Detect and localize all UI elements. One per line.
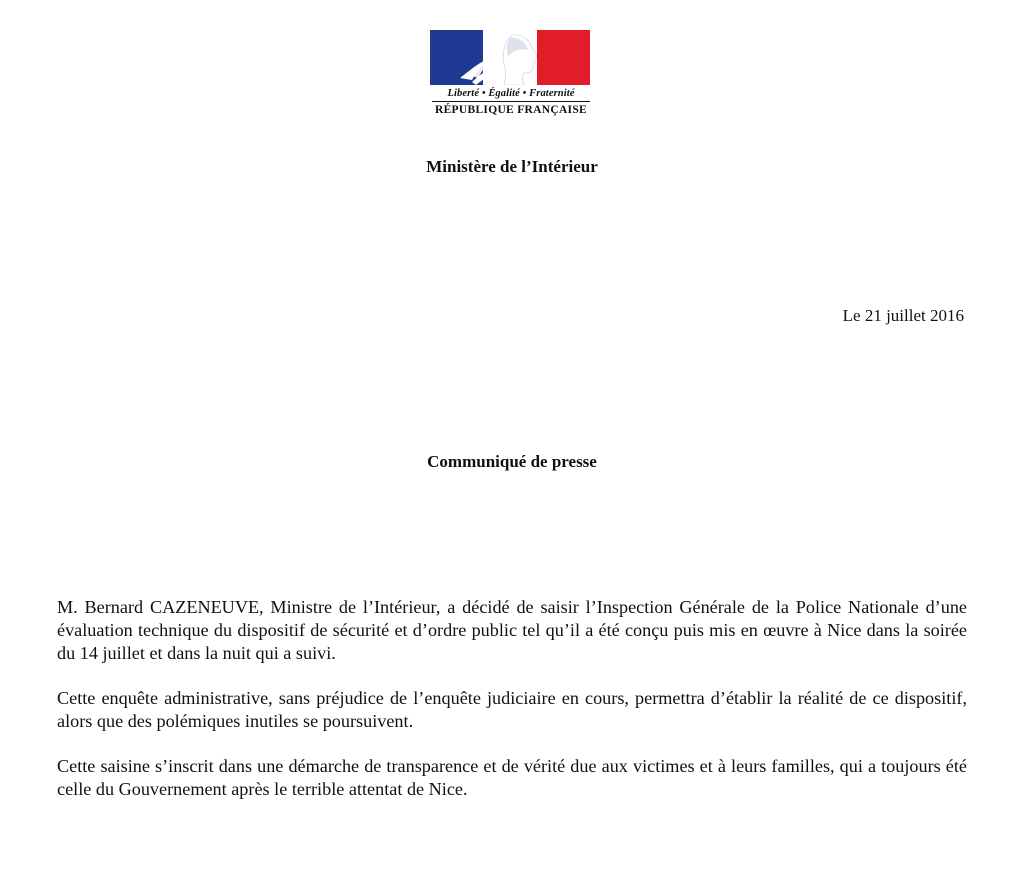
release-date: Le 21 juillet 2016 bbox=[842, 306, 964, 325]
paragraph: Cette enquête administrative, sans préjudice de l’enquête judiciaire en cours, permettra d’établir la réalité de ce dispositif, alors que des polémiques inutiles se poursuivent. bbox=[57, 688, 967, 731]
republique-francaise-logo bbox=[430, 30, 592, 116]
ministry-title: Ministère de l’Intérieur bbox=[426, 157, 598, 176]
tricolor-flag bbox=[430, 30, 590, 85]
republic-name: RÉPUBLIQUE FRANÇAISE bbox=[434, 104, 587, 116]
paragraph: Cette saisine s’inscrit dans une démarche de transparence et de vérité due aux victimes et à leurs familles, qui a toujours été celle du Gouvernement après le terrible attentat de Nice. bbox=[57, 756, 967, 799]
paragraph: M. Bernard CAZENEUVE, Ministre de l’Intérieur, a décidé de saisir l’Inspection Générale de la Police Nationale d’une évaluation technique du dispositif de sécurité et d’ordre public tel qu’il a été conçu puis mis en œuvre à Nice dans la soirée du 14 juillet et dans la nuit qui a suivi. bbox=[57, 597, 967, 663]
motto-text: Liberté • Égalité • Fraternité bbox=[447, 88, 575, 99]
marianne-profile-icon bbox=[452, 30, 572, 85]
document-subject: Communiqué de presse bbox=[427, 452, 597, 471]
body-text bbox=[57, 596, 967, 823]
motto-divider bbox=[432, 101, 590, 102]
